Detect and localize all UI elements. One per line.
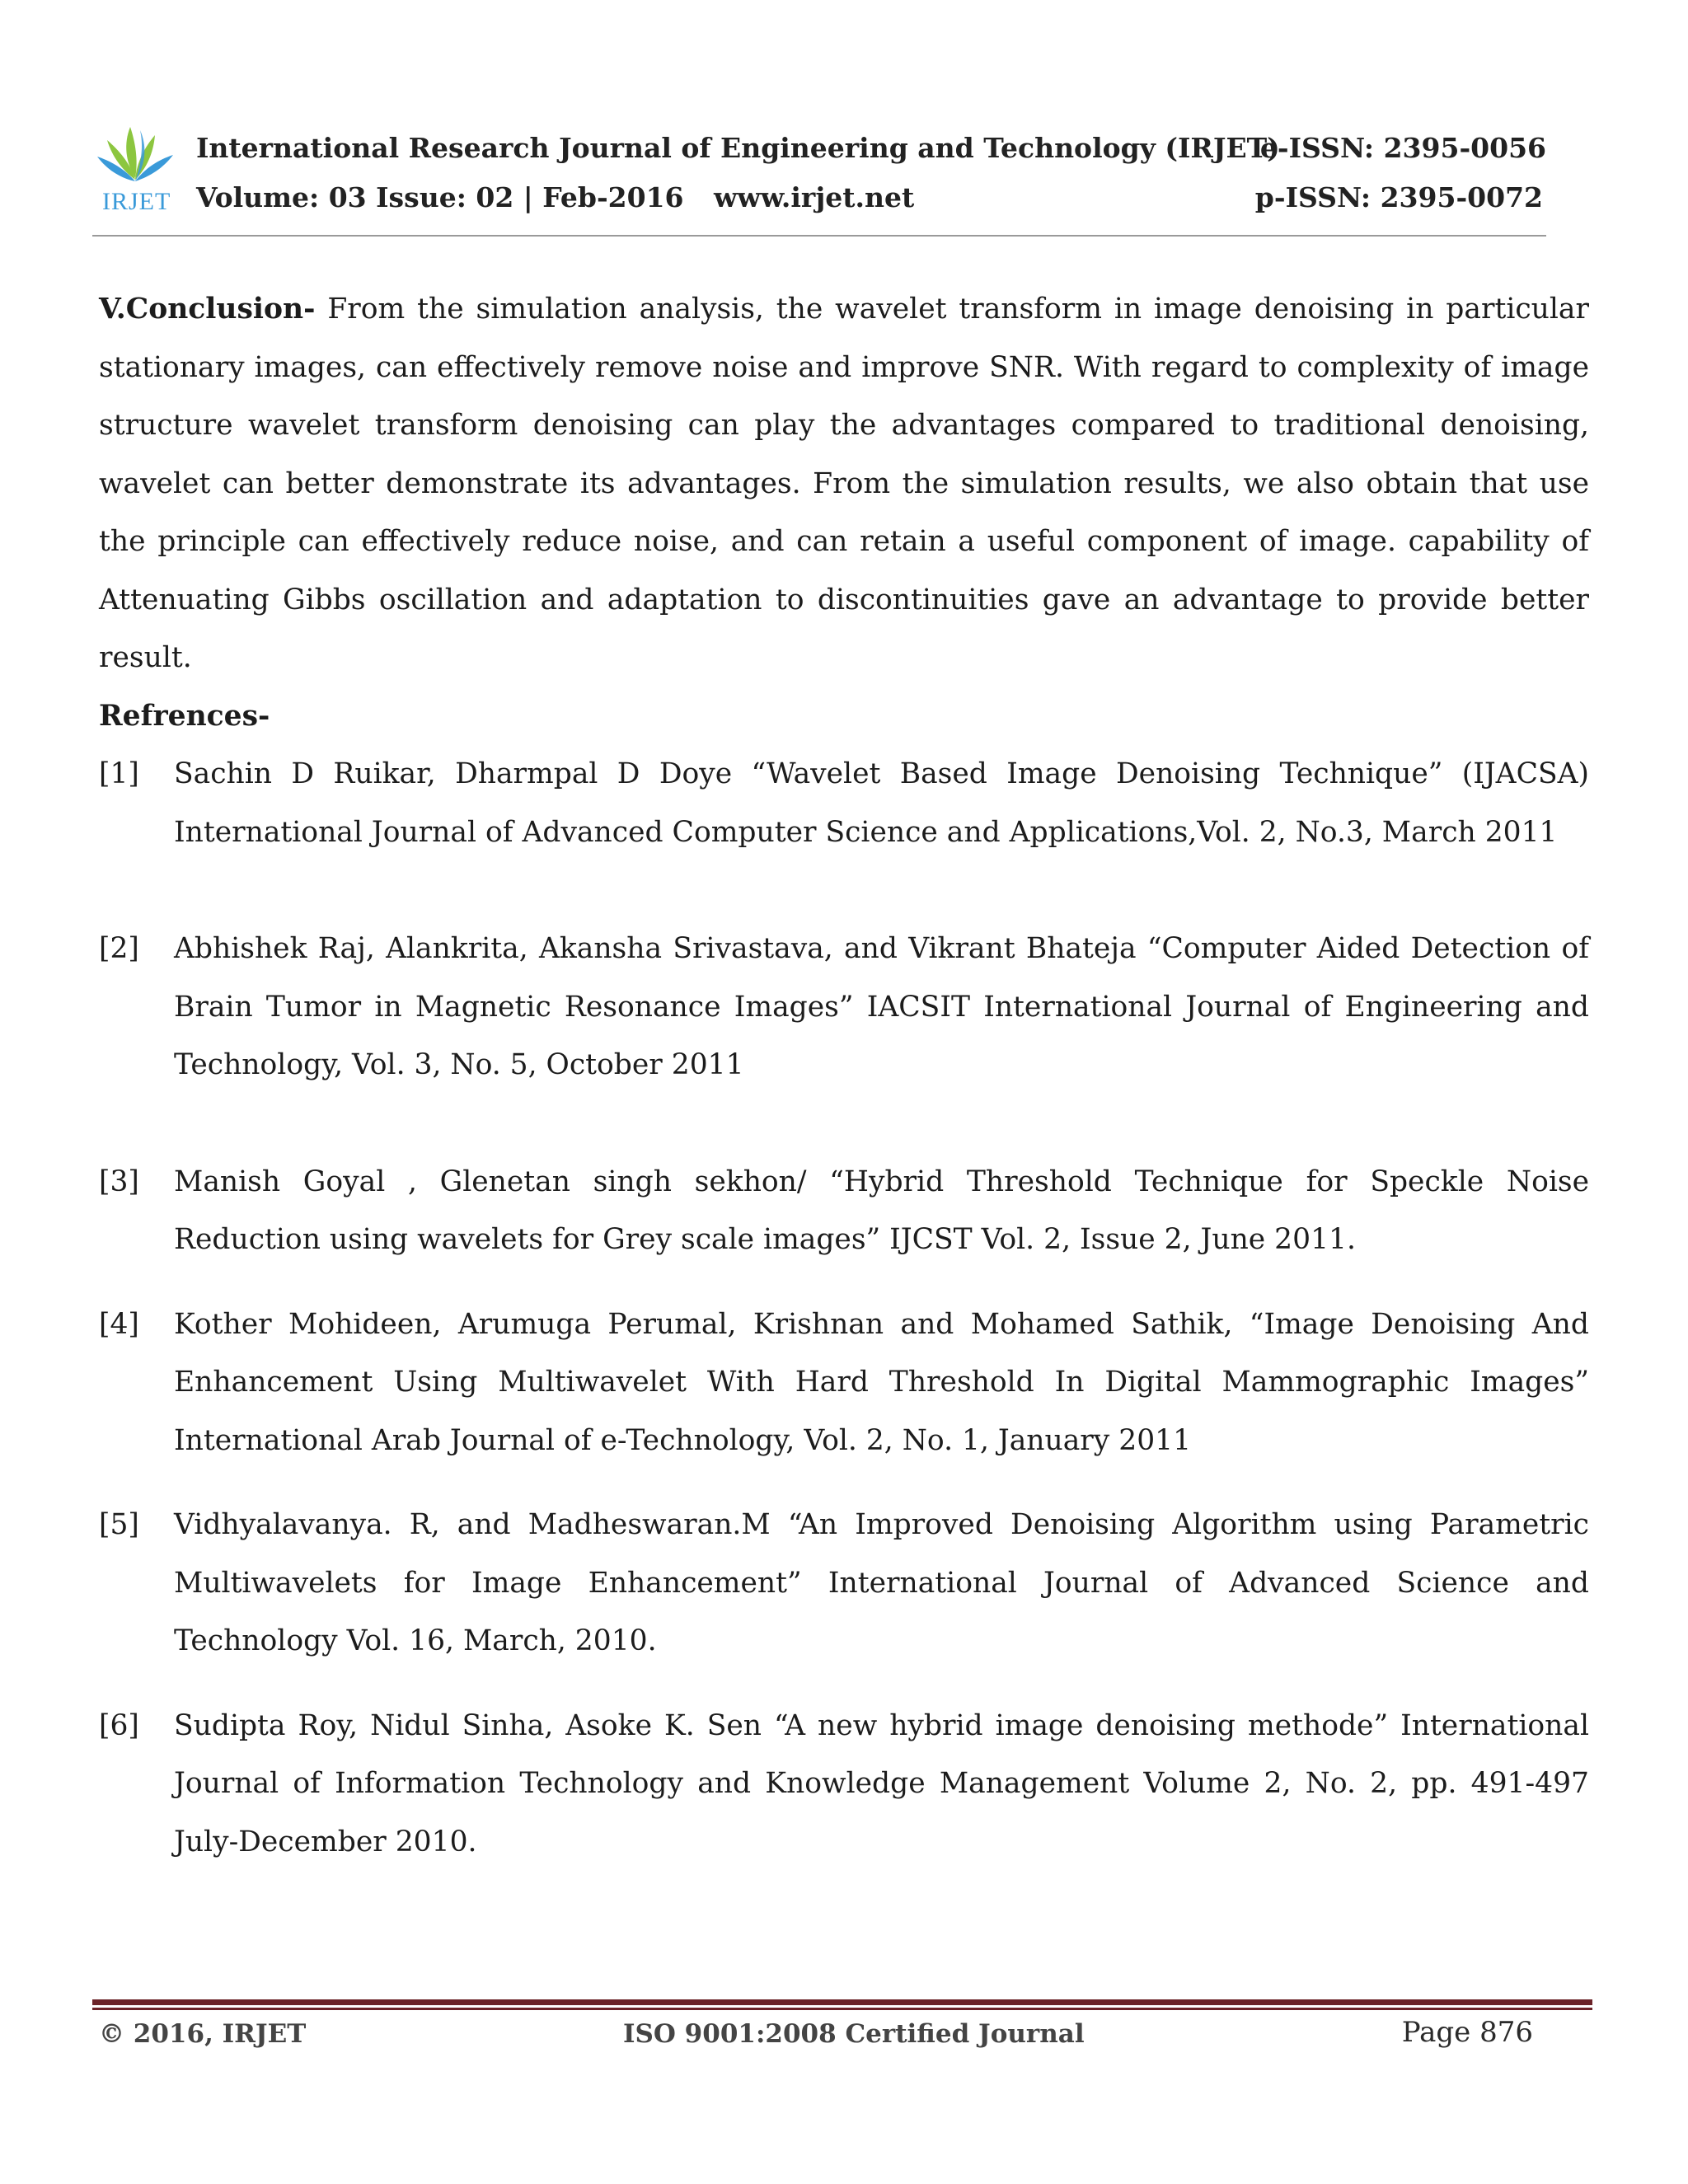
volume-issue: Volume: 03 Issue: 02 | Feb-2016	[196, 181, 684, 213]
reference-text: Abhishek Raj, Alankrita, Akansha Srivastava, and Vikrant Bhateja “Computer Aided Detection of Brain Tumor in Magnetic Resonance Images” IACSIT International Journal of Engineering and Technology, Vol. 3, No. 5, October 2011	[174, 932, 1589, 1081]
reference-item	[99, 1153, 1589, 1269]
journal-website: www.irjet.net	[714, 181, 915, 213]
reference-text: Manish Goyal , Glenetan singh sekhon/ “Hybrid Threshold Technique for Speckle Noise Reduction using wavelets for Grey scale images” IJCST Vol. 2, Issue 2, June 2011.	[174, 1165, 1589, 1256]
reference-text: Kother Mohideen, Arumuga Perumal, Krishnan and Mohamed Sathik, “Image Denoising And Enhancement Using Multiwavelet With Hard Threshold In Digital Mammographic Images” International Arab Journal of e-Technology, Vol. 2, No. 1, January 2011	[174, 1307, 1589, 1457]
page-number: Page 876	[1401, 2016, 1533, 2049]
reference-text: Sudipta Roy, Nidul Sinha, Asoke K. Sen “A new hybrid image denoising methode” International Journal of Information Technology and Knowledge Management Volume 2, No. 2, pp. 491-497 July-December 2010.	[174, 1708, 1589, 1858]
irjet-logo	[92, 120, 178, 223]
footer-iso-certification: ISO 9001:2008 Certified Journal	[623, 2019, 1085, 2049]
header-divider	[92, 235, 1546, 237]
conclusion-text: From the simulation analysis, the wavelet transform in image denoising in particular stationary images, can effectively remove noise and improve SNR. With regard to complexity of image structure wavelet transform denoising can play the advantages compared to traditional denoising, wavelet can better demonstrate its advantages. From the simulation results, we also obtain that use the principle can effectively reduce noise, and can retain a useful component of image. capability of Attenuating Gibbs oscillation and adaptation to discontinuities gave an advantage to provide better result.	[99, 293, 1589, 674]
footer-divider	[92, 1999, 1592, 2005]
reference-number: [6]	[99, 1708, 139, 1742]
reference-item	[99, 1496, 1589, 1671]
journal-title: International Research Journal of Engineering and Technology (IRJET)	[196, 132, 1280, 164]
conclusion-paragraph	[99, 280, 1589, 687]
eissn: e-ISSN: 2395-0056	[1259, 132, 1546, 164]
conclusion-label: V.Conclusion-	[99, 293, 316, 326]
reference-text: Vidhyalavanya. R, and Madheswaran.M “An Improved Denoising Algorithm using Parametric Multiwavelets for Image Enhancement” International Journal of Advanced Science and Technology Vol. 16, March, 2010.	[174, 1508, 1589, 1657]
reference-number: [2]	[99, 932, 139, 965]
reference-number: [3]	[99, 1165, 139, 1198]
page-header	[92, 115, 1546, 237]
footer-divider-thin	[92, 2008, 1592, 2010]
reference-number: [5]	[99, 1508, 139, 1541]
logo-wordmark: IRJET	[102, 188, 171, 215]
reference-number: [1]	[99, 757, 139, 790]
page-footer	[99, 2013, 1533, 2062]
reference-number: [4]	[99, 1307, 139, 1341]
reference-item	[99, 745, 1589, 861]
pissn: p-ISSN: 2395-0072	[1254, 181, 1543, 213]
footer-copyright: © 2016, IRJET	[99, 2019, 307, 2049]
reference-item	[99, 920, 1589, 1094]
reference-text: Sachin D Ruikar, Dharmpal D Doye “Wavelet Based Image Denoising Technique” (IJACSA) International Journal of Advanced Computer Science and Applications,Vol. 2, No.3, March 2011	[174, 757, 1589, 849]
reference-item	[99, 1697, 1589, 1872]
reference-item	[99, 1296, 1589, 1470]
page-content	[99, 280, 1589, 1871]
references-heading: Refrences-	[99, 699, 270, 733]
